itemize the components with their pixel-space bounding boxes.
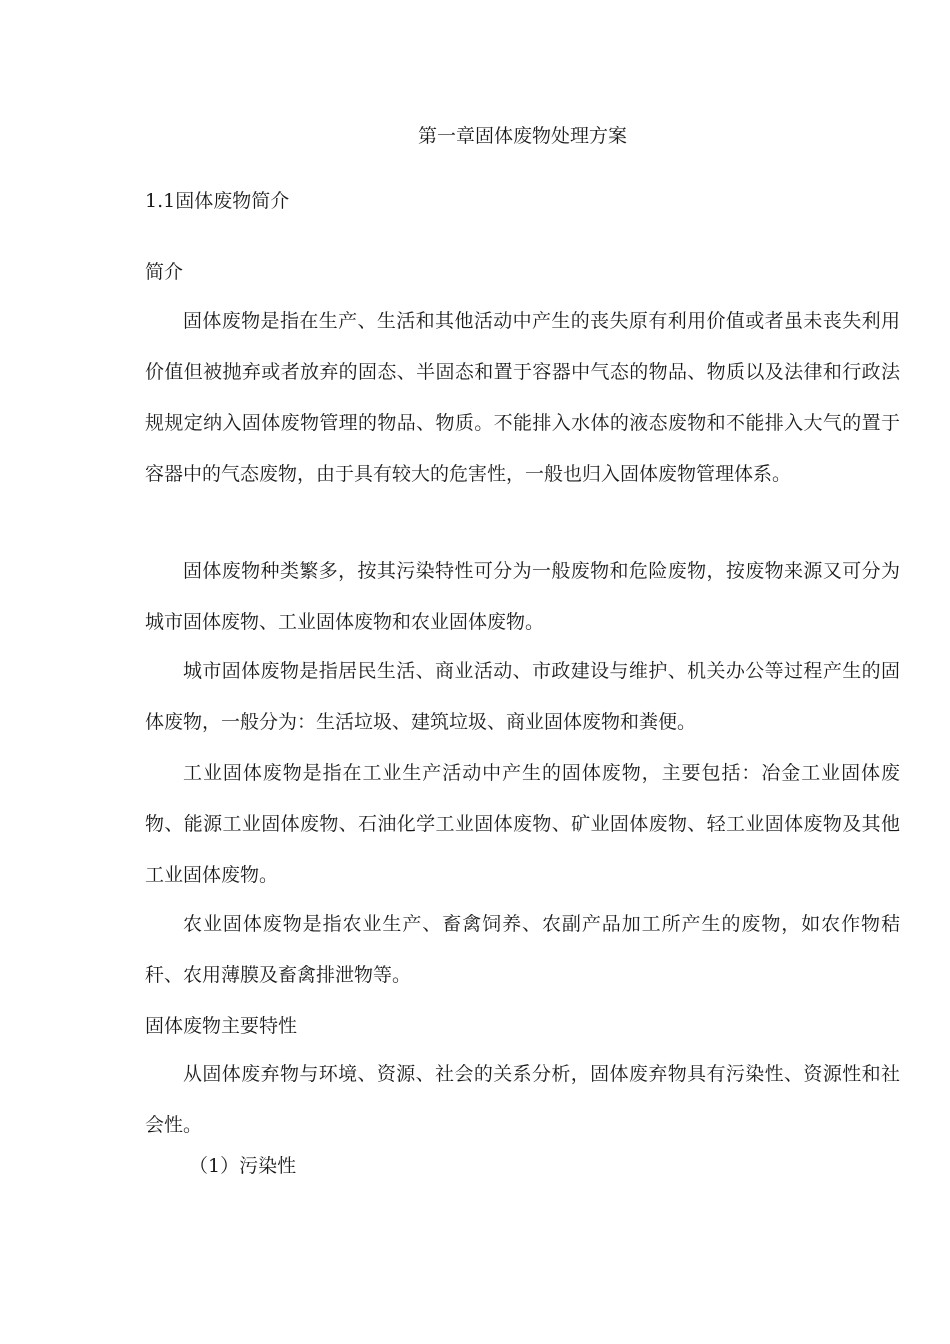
paragraph-definition: 固体废物是指在生产、生活和其他活动中产生的丧失原有利用价值或者虽未丧失利用价值但被抛弃或者放弃的固态、半固态和置于容器中气态的物品、物质以及法律和行政法规规定纳入固体废物管理的物品、物质。不能排入水体的液态废物和不能排入大气的置于容器中的气态废物，由于具有较大的危害性，一般也归入固体废物管理体系。 [145, 310, 900, 485]
list-item-pollution: （1）污染性 [189, 1155, 297, 1177]
paragraph-municipal-waste: 城市固体废物是指居民生活、商业活动、市政建设与维护、机关办公等过程产生的固体废物，一般分为：生活垃圾、建筑垃圾、商业固体废物和粪便。 [145, 660, 900, 733]
paragraph-industrial-waste: 工业固体废物是指在工业生产活动中产生的固体废物，主要包括：冶金工业固体废物、能源工业固体废物、石油化学工业固体废物、矿业固体废物、轻工业固体废物及其他工业固体废物。 [145, 762, 900, 886]
subheading-intro: 简介 [145, 261, 184, 283]
section-title: 1.1固体废物简介 [145, 190, 290, 212]
paragraph-classification: 固体废物种类繁多，按其污染特性可分为一般废物和危险废物，按废物来源又可分为城市固体废物、工业固体废物和农业固体废物。 [145, 560, 900, 633]
chapter-title: 第一章固体废物处理方案 [417, 125, 627, 147]
subheading-features: 固体废物主要特性 [145, 1015, 298, 1037]
paragraph-features: 从固体废弃物与环境、资源、社会的关系分析，固体废弃物具有污染性、资源性和社会性。 [145, 1063, 900, 1136]
paragraph-agricultural-waste: 农业固体废物是指农业生产、畜禽饲养、农副产品加工所产生的废物，如农作物秸秆、农用薄膜及畜禽排泄物等。 [145, 913, 900, 986]
